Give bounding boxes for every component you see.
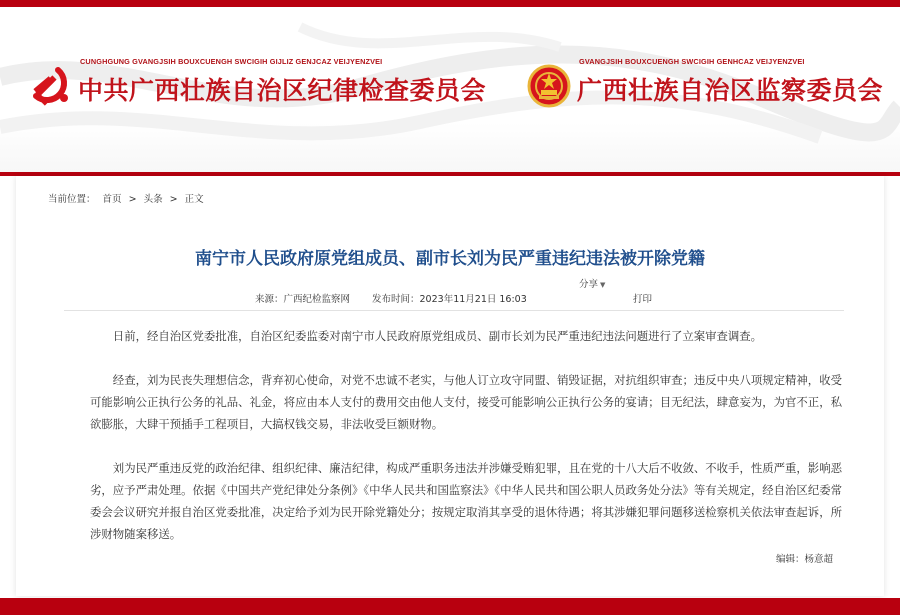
breadcrumb-separator: > [169,194,178,205]
article-body [90,325,842,567]
org-right-name: 广西壮族自治区监察委员会 [577,76,884,105]
footer-red-bar [0,598,900,615]
meta-divider [64,310,844,311]
breadcrumb-headline-link[interactable]: 头条 [143,194,163,205]
share-button[interactable] [579,276,605,290]
breadcrumb-label: 当前位置： [48,194,96,205]
org-left-name: 中共广西壮族自治区纪律检查委员会 [78,76,487,105]
article-paragraph: 日前，经自治区党委批准，自治区纪委监委对南宁市人民政府原党组成员、副市长刘为民严重违纪违法问题进行了立案审查调查。 [112,329,763,343]
breadcrumb-separator: > [128,194,137,205]
article-paragraph: 刘为民严重违反党的政治纪律、组织纪律、廉洁纪律，构成严重职务违法并涉嫌受贿犯罪，且在党的十八大后不收敛、不收手，性质严重，影响恶劣，应予严肃处理。依据《中国共产党纪律处分条例》《中华人民共和国监察法》《中华人民共和国公职人员政务处分法》等有关规定，经自治区纪委常委会会议研究并报自治区党委批准，决定给予刘为民开除党籍处分；按规定取消其享受的退休待遇；将其涉嫌犯罪问题移送检察机关依法审查起诉，所涉财物随案移送。 [90,461,842,541]
article-meta [255,291,527,305]
article-source: 来源：广西纪检监察网 [255,294,351,305]
breadcrumb-home-link[interactable]: 首页 [102,194,122,205]
article-editor: 编辑：杨意超 [776,554,834,565]
article-publish-time: 发布时间：2023年11月21日 16:03 [372,294,527,305]
party-emblem-icon [28,64,72,108]
breadcrumb [48,191,208,205]
breadcrumb-current: 正文 [184,194,204,205]
org-right-pinyin: GVANGJSIH BOUXCUENGH SWCIGIH GENHCAZ VEIJYENZVEI [579,57,805,66]
print-button[interactable]: 打印 [633,294,653,305]
caret-down-icon: ▼ [600,281,606,289]
share-label: 分享 [579,279,599,290]
national-emblem-icon [527,64,571,108]
article-title: 南宁市人民政府原党组成员、副市长刘为民严重违纪违法被开除党籍 [195,249,705,269]
org-left-pinyin: CUNGHGUNG GVANGJSIH BOUXCUENGH SWCIGIH GIJLIZ GENJCAZ VEIJYENZVEI [80,57,383,66]
top-red-bar [0,0,900,7]
article-container [16,176,884,596]
site-header [0,7,900,172]
article-paragraph: 经查，刘为民丧失理想信念，背弃初心使命，对党不忠诚不老实，与他人订立攻守同盟、销毁证据，对抗组织审查；违反中央八项规定精神，收受可能影响公正执行公务的礼品、礼金，将应由本人支付的费用交由他人支付，接受可能影响公正执行公务的宴请；目无纪法，肆意妄为，为官不正，私欲膨胀，大肆干预插手工程项目，大搞权钱交易，非法收受巨额财物。 [90,373,842,431]
